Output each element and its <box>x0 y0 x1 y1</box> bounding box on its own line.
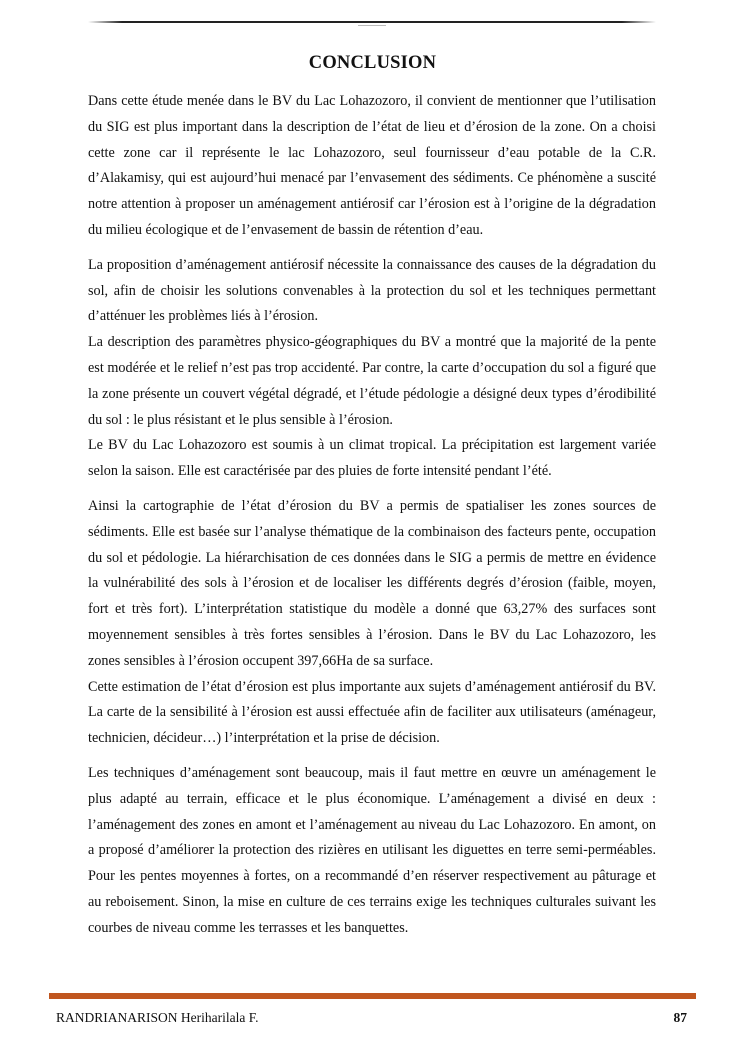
footer-rule <box>49 993 696 999</box>
footer-author: RANDRIANARISON Heriharilala F. <box>56 1010 259 1025</box>
header-rule-mark <box>358 25 386 26</box>
paragraph-proposition: La proposition d’aménagement antiérosif nécessite la connaissance des causes de la dégradation du sol, afin de choisir les solutions convenables à la protection du sol et les techniques permettant d’atténuer les problèmes liés à l’érosion. <box>88 256 656 325</box>
paragraph-climat: Le BV du Lac Lohazozoro est soumis à un climat tropical. La précipitation est largement variée selon la saison. Elle est caractérisée par des pluies de forte intensité pendant l’été. <box>88 437 656 480</box>
paragraph-estimation: Cette estimation de l’état d’érosion est plus importante aux sujets d’aménagement antiérosif du BV. La carte de la sensibilité à l’érosion est aussi effectuée afin de faciliter aux utilisateurs (aménageur, technicien, décideur…) l’interprétation et la prise de décision. <box>88 678 656 747</box>
paragraph-techniques: Les techniques d’aménagement sont beaucoup, mais il faut mettre en œuvre un aménagement le plus adapté au terrain, efficace et le plus économique. L’aménagement a divisé en deux : l’aménagement des zones en amont et l’aménagement au niveau du Lac Lohazozoro. En amont, on a proposé d’améliorer la protection des rizières en utilisant les diguettes en terre semi-perméables. Pour les pentes moyennes à fortes, on a recommandé d’en réserver respectivement au pâturage et au reboisement. Sinon, la mise en culture de ces terrains exige les techniques culturales suivant les courbes de niveau comme les terrasses et les banquettes. <box>88 764 656 936</box>
page-title: CONCLUSION <box>308 53 437 73</box>
paragraph-intro: Dans cette étude menée dans le BV du Lac Lohazozoro, il convient de mentionner que l’utilisation du SIG est plus important dans la description de l’état de lieu et d’érosion de la zone. On a choisi cette zone car il représente le lac Lohazozoro, seul fournisseur d’eau potable de la C.R. d’Alakamisy, qui est aujourd’hui menacé par l’envasement des sédiments. Ce phénomène a suscité notre attention à proposer un aménagement antiérosif car l’érosion est à l’origine de la dégradation du milieu écologique et de l’envasement de bassin de rétention d’eau. <box>88 93 656 238</box>
conclusion-body <box>88 89 656 942</box>
header-rule <box>88 21 656 23</box>
paragraph-cartographie: Ainsi la cartographie de l’état d’érosion du BV a permis de spatialiser les zones sources de sédiments. Elle est basée sur l’analyse thématique de la combinaison des facteurs pente, occupation du sol et pédologie. La hiérarchisation de ces données dans le SIG a permis de mettre en évidence la vulnérabilité des sols à l’érosion et de localiser les différents degrés d’érosion (faible, moyen, fort et très fort). L’interprétation statistique du modèle a donné que 63,27% des surfaces sont moyennement sensibles à très fortes sensibles à l’érosion. Dans le BV du Lac Lohazozoro, les zones sensibles à l’érosion occupent 397,66Ha de sa surface. <box>88 497 656 669</box>
page-number: 87 <box>673 1010 687 1025</box>
paragraph-parametres: La description des paramètres physico-géographiques du BV a montré que la majorité de la pente est modérée et le relief n’est pas trop accidenté. Par contre, la carte d’occupation du sol a figuré que la zone présente un couvert végétal dégradé, et l’étude pédologie a désigné deux types d’érodibilité du sol : le plus résistant et le plus sensible à l’érosion. <box>88 334 656 428</box>
